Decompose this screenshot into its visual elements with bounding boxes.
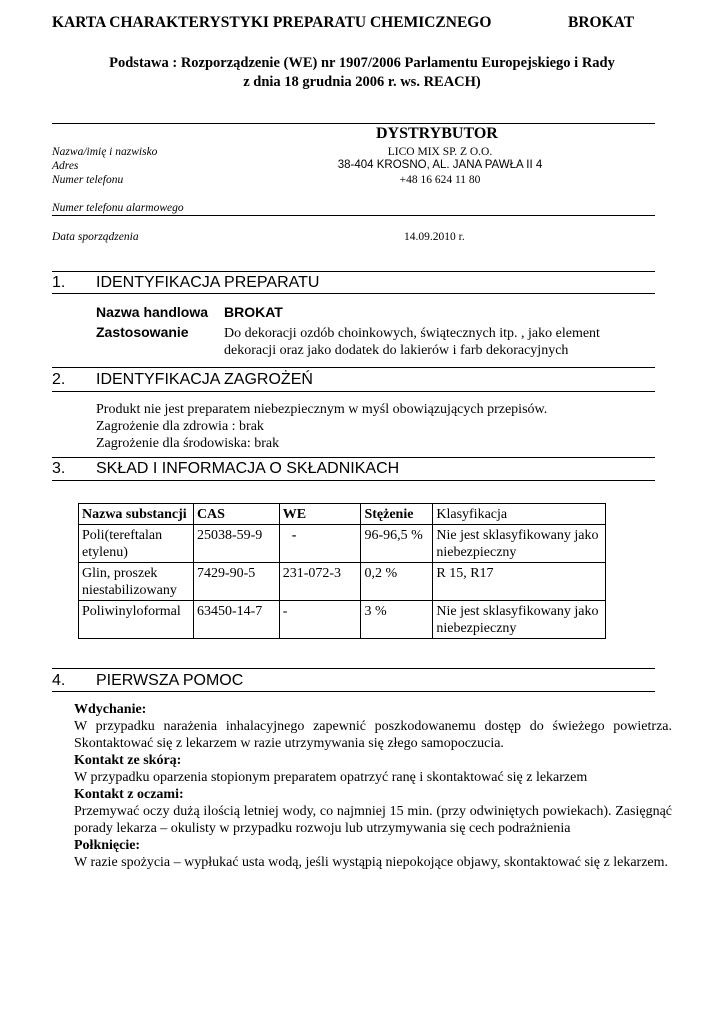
table-cell: - xyxy=(279,601,361,639)
table-header-row xyxy=(79,504,606,525)
table-cell: 25038-59-9 xyxy=(193,525,279,563)
divider xyxy=(52,215,655,216)
table-cell: Nie jest sklasyfikowany jako niebezpieczny xyxy=(433,601,606,639)
divider xyxy=(52,480,655,481)
table-cell: Poli(tereftalan etylenu) xyxy=(79,525,194,563)
divider xyxy=(52,123,655,124)
skin-heading: Kontakt ze skórą: xyxy=(74,753,182,768)
table-cell: 63450-14-7 xyxy=(193,601,279,639)
legal-basis-line1: Podstawa : Rozporządzenie (WE) nr 1907/2006 Parlamentu Europejskiego i Rady xyxy=(109,55,615,71)
phone-value: +48 16 624 11 80 xyxy=(399,174,481,186)
table-cell: 96-96,5 % xyxy=(361,525,433,563)
eyes-text: Przemywać oczy dużą ilością letniej wody, co najmniej 15 min. (przy odwiniętych powiekach). Zasięgnąć porady lekarza – okulisty w przypadku rozwoju lub utrzymywania się cech podrażnienia xyxy=(74,804,672,836)
table-cell: Nie jest sklasyfikowany jako niebezpieczny xyxy=(433,525,606,563)
table-header-cell: Klasyfikacja xyxy=(433,504,606,525)
table-cell: 0,2 % xyxy=(361,563,433,601)
table-header-cell: WE xyxy=(279,504,361,525)
legal-basis-line2: z dnia 18 grudnia 2006 r. ws. REACH) xyxy=(243,74,481,90)
table-row xyxy=(79,563,606,601)
composition-table xyxy=(78,503,606,639)
divider xyxy=(52,391,655,392)
address-value: 38-404 KROSNO, AL. JANA PAWŁA II 4 xyxy=(337,159,543,171)
table-cell: Poliwinyloformal xyxy=(79,601,194,639)
swallow-text: W razie spożycia – wypłukać usta wodą, jeśli wystąpią niepokojące objawy, skontaktować się z lekarzem. xyxy=(74,855,669,870)
divider xyxy=(52,457,655,458)
document-title: KARTA CHARAKTERYSTYKI PREPARATU CHEMICZNEGO xyxy=(52,14,492,31)
eyes-heading: Kontakt z oczami: xyxy=(74,787,184,802)
table-cell: 3 % xyxy=(361,601,433,639)
distributor-heading: DYSTRYBUTOR xyxy=(376,125,498,142)
use-line-1: Do dekoracji ozdób choinkowych, świątecznych itp. , jako element xyxy=(224,326,600,341)
table-cell: 231-072-3 xyxy=(279,563,361,601)
alarm-phone-label: Numer telefonu alarmowego xyxy=(52,202,184,214)
section-2-number: 2. xyxy=(52,371,66,388)
inhalation-heading: Wdychanie: xyxy=(74,702,147,717)
first-aid-content xyxy=(74,701,672,871)
date-label: Data sporządzenia xyxy=(52,231,139,243)
section-4-title: PIERWSZA POMOC xyxy=(96,672,244,689)
phone-label: Numer telefonu xyxy=(52,174,124,186)
hazard-line-1: Produkt nie jest preparatem niebezpiecznym w myśl obowiązujących przepisów. xyxy=(96,402,548,417)
table-cell: - xyxy=(279,525,361,563)
section-4-number: 4. xyxy=(52,672,66,689)
use-label: Zastosowanie xyxy=(96,324,189,340)
product-name-header: BROKAT xyxy=(568,14,635,31)
address-label: Adres xyxy=(52,160,79,172)
table-cell: R 15, R17 xyxy=(433,563,606,601)
section-2-title: IDENTYFIKACJA ZAGROŻEŃ xyxy=(96,371,313,388)
table-header-cell: Stężenie xyxy=(361,504,433,525)
table-row xyxy=(79,601,606,639)
trade-name-label: Nazwa handlowa xyxy=(96,304,209,320)
hazard-health: Zagrożenie dla zdrowia : brak xyxy=(96,419,264,434)
swallow-heading: Połknięcie: xyxy=(74,838,141,853)
divider xyxy=(52,668,655,669)
inhalation-text: W przypadku narażenia inhalacyjnego zapewnić poszkodowanemu dostęp do świeżego powietrza. Skontaktować się z lekarzem w razie utrzymywania się złego samopoczucia. xyxy=(74,719,672,751)
table-row xyxy=(79,525,606,563)
date-value: 14.09.2010 r. xyxy=(404,231,465,243)
divider xyxy=(52,367,655,368)
table-header-cell: Nazwa substancji xyxy=(79,504,194,525)
section-1-number: 1. xyxy=(52,274,66,291)
divider xyxy=(52,293,655,294)
table-cell: 7429-90-5 xyxy=(193,563,279,601)
section-3-number: 3. xyxy=(52,460,66,477)
name-value: LICO MIX SP. Z O.O. xyxy=(387,146,493,158)
use-line-2: dekoracji oraz jako dodatek do lakierów i farb dekoracyjnych xyxy=(224,343,569,358)
divider xyxy=(52,271,655,272)
table-cell: Glin, proszek niestabilizowany xyxy=(79,563,194,601)
divider xyxy=(52,691,655,692)
table-header-cell: CAS xyxy=(193,504,279,525)
section-3-title: SKŁAD I INFORMACJA O SKŁADNIKACH xyxy=(96,460,400,477)
section-1-title: IDENTYFIKACJA PREPARATU xyxy=(96,274,320,291)
trade-name-value: BROKAT xyxy=(224,304,283,320)
hazard-environment: Zagrożenie dla środowiska: brak xyxy=(96,436,280,451)
name-label: Nazwa/imię i nazwisko xyxy=(52,146,158,158)
skin-text: W przypadku oparzenia stopionym preparatem opatrzyć ranę i skontaktować się z lekarzem xyxy=(74,770,588,785)
